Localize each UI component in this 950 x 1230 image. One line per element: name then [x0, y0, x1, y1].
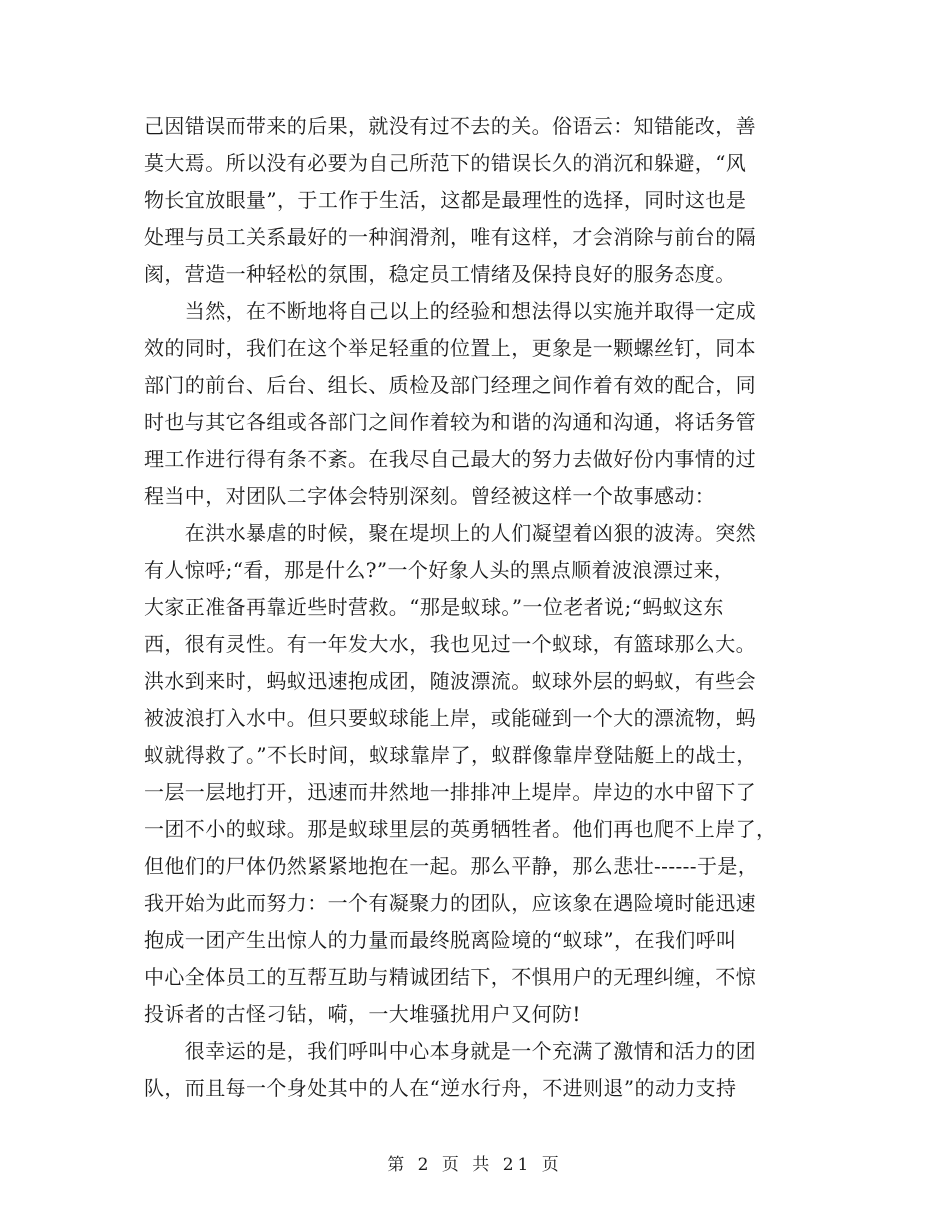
- text-line: 抱成一团产生出惊人的力量而最终脱离险境的“蚁球”，在我们呼叫: [144, 928, 737, 952]
- page-number-footer: 第 2 页 共 21 页: [387, 1155, 563, 1175]
- text-line: 一团不小的蚁球。那是蚁球里层的英勇牺牲者。他们再也爬不上岸了，: [144, 817, 777, 841]
- text-line: 在洪水暴虐的时候，聚在堤坝上的人们凝望着凶狠的波涛。突然: [144, 521, 756, 545]
- text-line: 中心全体员工的互帮互助与精诚团结下，不惧用户的无理纠缠，不惊: [144, 965, 756, 989]
- text-line: 物长宜放眼量”，于工作于生活，这都是最理性的选择，同时这也是: [144, 188, 747, 212]
- text-line: 大家正准备再靠近些时营救。“那是蚁球。”一位老者说;“蚂蚁这东: [144, 595, 724, 619]
- text-line: 理工作进行得有条不紊。在我尽自己最大的努力去做好份内事情的过: [144, 447, 756, 471]
- text-line: 效的同时，我们在这个举足轻重的位置上，更象是一颗螺丝钉，同本: [144, 336, 756, 360]
- text-line: 己因错误而带来的后果，就没有过不去的关。俗语云：知错能改，善: [144, 114, 756, 138]
- text-line: 时也与其它各组或各部门之间作着较为和谐的沟通和沟通，将话务管: [144, 410, 756, 434]
- text-line: 蚁就得救了。”不长时间，蚁球靠岸了，蚁群像靠岸登陆艇上的战士，: [144, 743, 757, 767]
- text-line: 阂，营造一种轻松的氛围，稳定员工情绪及保持良好的服务态度。: [144, 262, 736, 286]
- text-line: 西，很有灵性。有一年发大水，我也见过一个蚁球，有篮球那么大。: [144, 632, 756, 656]
- text-line: 一层一层地打开，迅速而井然地一排排冲上堤岸。岸边的水中留下了: [144, 780, 756, 804]
- text-line: 被波浪打入水中。但只要蚁球能上岸，或能碰到一个大的漂流物，蚂: [144, 706, 756, 730]
- text-line: 处理与员工关系最好的一种润滑剂，唯有这样，才会消除与前台的隔: [144, 225, 756, 249]
- body-text: [144, 108, 804, 1107]
- text-line: 队，而且每一个身处其中的人在“逆水行舟，不进则退”的动力支持: [144, 1076, 737, 1100]
- text-line: 莫大焉。所以没有必要为自己所范下的错误长久的消沉和躲避，“风: [144, 151, 747, 175]
- text-line: 洪水到来时，蚂蚁迅速抱成团，随波漂流。蚁球外层的蚂蚁，有些会: [144, 669, 756, 693]
- text-line: 部门的前台、后台、组长、质检及部门经理之间作着有效的配合，同: [144, 373, 756, 397]
- text-line: 我开始为此而努力：一个有凝聚力的团队，应该象在遇险境时能迅速: [144, 891, 756, 915]
- text-line: 但他们的尸体仍然紧紧地抱在一起。那么平静，那么悲壮------于是，: [144, 854, 759, 878]
- text-line: 投诉者的古怪刁钻，嗬，一大堆骚扰用户又何防!: [144, 1002, 581, 1026]
- text-line: 有人惊呼;“看，那是什么?”一个好象人头的黑点顺着波浪漂过来，: [144, 558, 735, 582]
- text-line: 很幸运的是，我们呼叫中心本身就是一个充满了激情和活力的团: [144, 1039, 756, 1063]
- text-line: 程当中，对团队二字体会特别深刻。曾经被这样一个故事感动：: [144, 484, 716, 508]
- text-line: 当然，在不断地将自己以上的经验和想法得以实施并取得一定成: [144, 299, 756, 323]
